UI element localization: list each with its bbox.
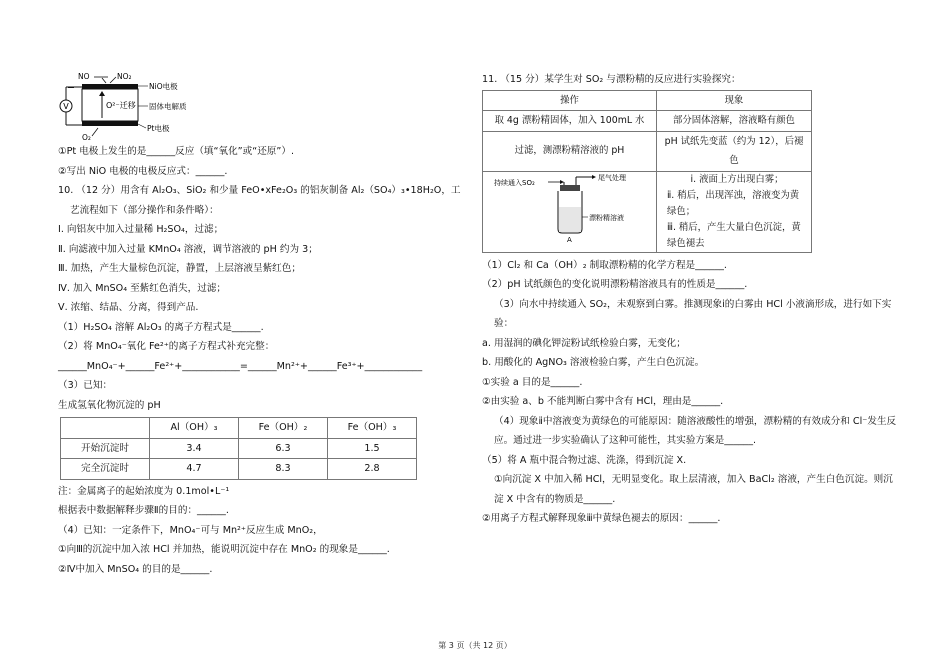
table-cell: 1.5	[328, 438, 417, 459]
left-column	[58, 70, 468, 579]
table-note: 注：金属离子的起始浓度为 0.1mol•L⁻¹	[58, 485, 230, 497]
no2-arrow-icon	[110, 77, 116, 83]
r3-b: b. 用酸化的 AgNO₃ 溶液检验白雾，产生白色沉淀。	[482, 357, 705, 368]
o2-label: O₂	[82, 133, 91, 142]
no2-label: NO₂	[117, 72, 132, 81]
nio-electrode-shape	[82, 84, 138, 89]
q11-title: 11. （15 分）某学生对 SO₂ 与漂粉精的反应进行实验探究：	[482, 74, 741, 85]
step-1: Ⅰ. 向铝灰中加入过量稀 H₂SO₄，过滤；	[58, 224, 224, 235]
q10-title: 10. （12 分）用含有 Al₂O₃、SiO₂ 和少量 FeO•xFe₂O₃ 的铝灰制备 Al₂（SO₄）₃•18H₂O，工艺流程如下（部分操作和条件略）：	[58, 185, 461, 216]
r3-a: a. 用湿润的碘化钾淀粉试纸检验白雾，无变化；	[482, 337, 686, 349]
table-cell: 3.4	[150, 438, 239, 459]
exp-header-row	[483, 90, 812, 111]
solution-label: 漂粉精溶液	[588, 213, 624, 222]
r5: （5）将 A 瓶中混合物过滤、洗涤，得到沉淀 X.	[482, 454, 687, 466]
stopper-shape	[560, 185, 580, 191]
q3-step2: 根据表中数据解释步骤Ⅱ的目的：______.	[58, 505, 229, 516]
pt-electrode-label: Pt电极	[147, 124, 170, 133]
table-header	[61, 418, 150, 439]
q4-1: ①向Ⅲ的沉淀中加入浓 HCl 并加热，能说明沉淀中存在 MnO₂ 的现象是______.	[58, 544, 390, 555]
q3: （3）已知：	[58, 380, 113, 391]
electrode-diagram	[58, 70, 258, 142]
solution-fill	[559, 207, 581, 232]
table-header-row	[61, 418, 417, 439]
table-header: Al（OH）₃	[150, 418, 239, 439]
step-5: Ⅴ. 浓缩、结晶、分离，得到产品.	[58, 302, 199, 313]
solid-electrolyte-label: 固体电解质	[149, 102, 187, 111]
pt-electrode-shape	[82, 121, 138, 126]
r3: （3）向水中持续通入 SO₂，未观察到白雾。推测现象ⅰ的白雾由 HCl 小液滴形成，进行如下实验：	[494, 298, 892, 329]
exp-header-operation: 操作	[483, 90, 657, 111]
table-cell: 完全沉淀时	[61, 459, 150, 480]
tail-gas-label: 尾气处理	[597, 173, 626, 182]
r2: （2）pH 试纸颜色的变化说明漂粉精溶液具有的性质是______.	[482, 279, 748, 290]
r3-1: ①实验 a 目的是______.	[482, 376, 583, 388]
flask-a-label: A	[566, 235, 572, 243]
observations-cell	[657, 171, 812, 252]
inlet-label: 持续通入SO₂	[493, 178, 535, 187]
experiment-table	[482, 90, 812, 253]
migration-label: O²⁻迁移	[106, 101, 136, 110]
table-row	[61, 459, 417, 480]
apparatus-cell	[483, 171, 657, 252]
q2-equation: ______MnO₄⁻+______Fe²⁺+____________=______Mn²⁺+______Fe³⁺+____________	[58, 360, 423, 372]
page-footer: 第 3 页（共 12 页）	[438, 641, 512, 650]
r4: （4）现象ⅱ中溶液变为黄绿色的可能原因：随溶液酸性的增强，漂粉精的有效成分和 Cl⁻发生反应。通过进一步实验确认了这种可能性，其实验方案是______.	[494, 415, 897, 446]
table-row	[483, 111, 812, 132]
table-cell: 6.3	[239, 438, 328, 459]
table-cell: 8.3	[239, 459, 328, 480]
r5-1: ①向沉淀 X 中加入稀 HCl，无明显变化。取上层清液，加入 BaCl₂ 溶液，产生白色沉淀。则沉淀 X 中含有的物质是______.	[494, 474, 893, 505]
step-4: Ⅳ. 加入 MnSO₄ 至紫红色消失，过滤；	[58, 282, 227, 294]
q4-2: ②Ⅳ中加入 MnSO₄ 的目的是______.	[58, 563, 213, 575]
table-cell: 开始沉淀时	[61, 438, 150, 459]
table-cell: pH 试纸先变蓝（约为 12），后褪色	[657, 131, 812, 171]
table-row	[483, 171, 812, 252]
table-cell: 2.8	[328, 459, 417, 480]
no-label: NO	[78, 72, 90, 81]
table-caption: 生成氢氧化物沉淀的 pH	[58, 399, 161, 411]
table-row	[61, 438, 417, 459]
table-cell: 部分固体溶解，溶液略有颜色	[657, 111, 812, 132]
q-nio-equation: ②写出 NiO 电极的电极反应式：______.	[58, 165, 228, 177]
right-column	[482, 70, 900, 529]
table-cell: 取 4g 漂粉精固体，加入 100mL 水	[483, 111, 657, 132]
step-3: Ⅲ. 加热，产生大量棕色沉淀，静置，上层溶液呈紫红色；	[58, 263, 301, 274]
outlet-arrow-icon	[592, 175, 596, 179]
table-cell: 过滤，测漂粉精溶液的 pH	[483, 131, 657, 171]
r3-2: ②由实验 a、b 不能判断白雾中含有 HCl，理由是______.	[482, 396, 724, 407]
voltmeter-label: V	[63, 102, 69, 111]
nio-electrode-label: NiO电极	[149, 82, 178, 91]
r1: （1）Cl₂ 和 Ca（OH）₂ 制取漂粉精的化学方程是______.	[482, 259, 727, 271]
q4: （4）已知：一定条件下，MnO₄⁻可与 Mn²⁺反应生成 MnO₂，	[58, 524, 323, 536]
table-cell: 4.7	[150, 459, 239, 480]
q-pt-reaction: ①Pt 电极上发生的是______反应（填“氧化”或“还原”）.	[58, 146, 295, 157]
inlet-arrow-icon	[560, 180, 564, 184]
exp-header-phenomenon: 现象	[657, 90, 812, 111]
observation-3: ⅲ. 稍后，产生大量白色沉淀，黄绿色褪去	[667, 221, 801, 249]
table-header: Fe（OH）₂	[239, 418, 328, 439]
no-arrow-icon	[102, 78, 106, 83]
table-row	[483, 131, 812, 171]
q2: （2）将 MnO₄⁻氧化 Fe²⁺的离子方程式补充完整：	[58, 341, 275, 352]
table-header: Fe（OH）₃	[328, 418, 417, 439]
step-2: Ⅱ. 向滤液中加入过量 KMnO₄ 溶液，调节溶液的 pH 约为 3；	[58, 243, 318, 255]
o2-arrow-icon	[92, 128, 98, 136]
r5-2: ②用离子方程式解释现象ⅲ中黄绿色褪去的原因：______.	[482, 513, 721, 524]
ph-table	[60, 417, 417, 480]
q1: （1）H₂SO₄ 溶解 Al₂O₃ 的离子方程式是______.	[58, 321, 264, 333]
observation-1: ⅰ. 液面上方出现白雾；	[690, 173, 784, 185]
apparatus-diagram	[490, 173, 650, 243]
observation-2: ⅱ. 稍后，出现浑浊，溶液变为黄绿色；	[667, 189, 800, 217]
